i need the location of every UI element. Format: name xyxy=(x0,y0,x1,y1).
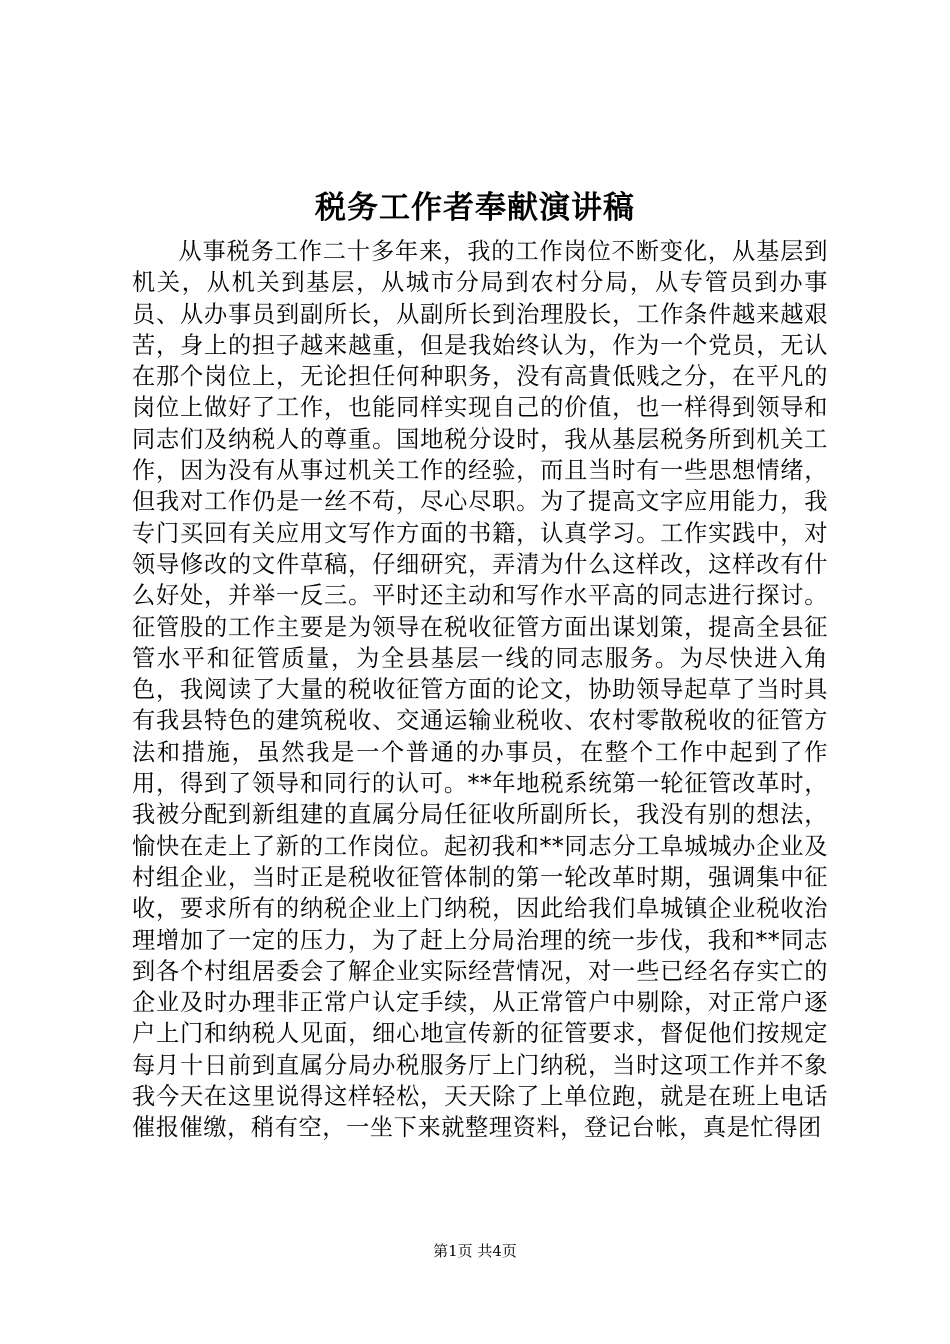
page-number-footer: 第1页 共4页 xyxy=(433,1242,517,1260)
document-title: 税务工作者奉献演讲稿 xyxy=(315,190,635,226)
body-paragraph: 从事税务工作二十多年来，我的工作岗位不断变化，从基层到机关，从机关到基层，从城市分局到农村分局，从专管员到办事员、从办事员到副所长，从副所长到治理股长，工作条件越来越艰苦，身上的担子越来越重，但是我始终认为，作为一个党员，无认在那个岗位上，无论担任何种职务，没有高貴低贱之分，在平凡的岗位上做好了工作，也能同样实现自己的价值，也一样得到领导和同志们及纳税人的尊重。国地税分设时，我从基层税务所到机关工作，因为没有从事过机关工作的经验，而且当时有一些思想情绪，但我对工作仍是一丝不苟，尽心尽职。为了提高文字应用能力，我专门买回有关应用文写作方面的书籍，认真学习。工作实践中，对领导修改的文件草稿，仔细研究，弄清为什么这样改，这样改有什么好处，并举一反三。平时还主动和写作水平高的同志进行探讨。征管股的工作主要是为领导在税收征管方面出谋划策，提高全县征管水平和征管质量，为全县基层一线的同志服务。为尽快进入角色，我阅读了大量的税收征管方面的论文，协助领导起草了当时具有我县特色的建筑税收、交通运输业税收、农村零散税收的征管方法和措施，虽然我是一个普通的办事员，在整个工作中起到了作用，得到了领导和同行的认可。**年地税系统第一轮征管改革时，我被分配到新组建的直属分局任征收所副所长，我没有别的想法，愉快在走上了新的工作岗位。起初我和**同志分工阜城城办企业及村组企业，当时正是税收征管体制的第一轮改革时期，强调集中征收，要求所有的纳税企业上门纳税，因此给我们阜城镇企业税收治理增加了一定的压力，为了赶上分局治理的统一步伐，我和**同志到各个村组居委会了解企业实际经营情况，对一些已经名存实亡的企业及时办理非正常户认定手续，从正常管户中剔除，对正常户逐户上门和纳税人见面，细心地宣传新的征管要求，督促他们按规定每月十日前到直属分局办税服务厅上门纳税，当时这项工作并不象我今天在这里说得这样轻松，天天除了上单位跑，就是在班上电话催报催缴，稍有空，一坐下来就整理资料，登记台帐，真是忙得团 xyxy=(132,238,828,1142)
